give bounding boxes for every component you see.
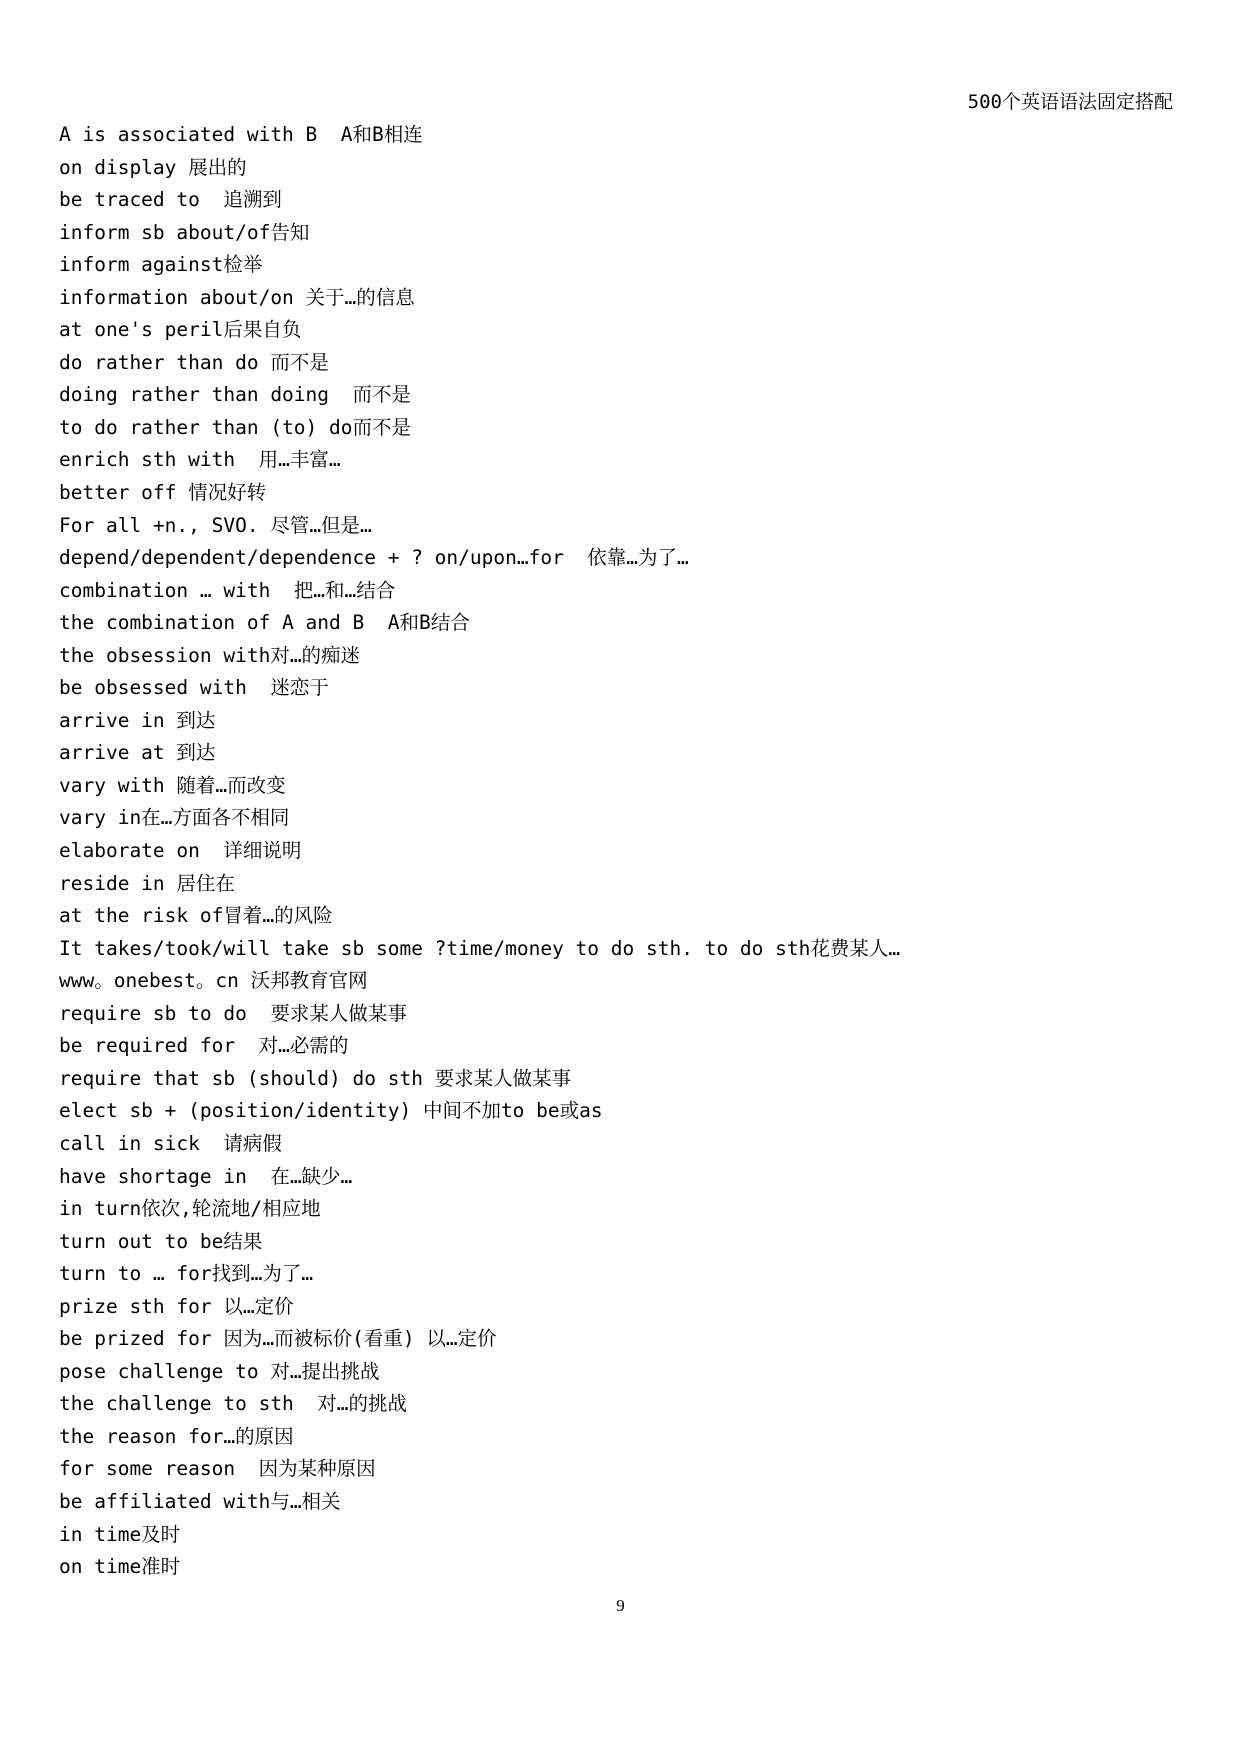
phrase-entry: be obsessed with 迷恋于 — [59, 676, 329, 700]
phrase-entry: It takes/took/will take sb some ?time/money to do sth. to do sth花费某人… — [59, 936, 901, 960]
phrase-entry: be prized for 因为…而被标价(看重) 以…定价 — [59, 1327, 497, 1351]
phrase-entry: doing rather than doing 而不是 — [59, 383, 411, 407]
phrase-entry: For all +n., SVO. 尽管…但是… — [59, 513, 372, 537]
phrase-entry: inform against检举 — [59, 253, 263, 277]
phrase-entry: elaborate on 详细说明 — [59, 839, 302, 863]
phrase-entry: on display 展出的 — [59, 155, 247, 179]
phrase-entry: require sb to do 要求某人做某事 — [59, 1001, 407, 1025]
phrase-entry: in turn依次,轮流地/相应地 — [59, 1197, 321, 1221]
page-header-title: 500个英语语法固定搭配 — [967, 91, 1173, 113]
phrase-entry: prize sth for 以…定价 — [59, 1294, 294, 1318]
page-number: 9 — [616, 1596, 625, 1615]
phrase-entry: be traced to 追溯到 — [59, 188, 282, 212]
phrase-entry: www。onebest。cn 沃邦教育官网 — [59, 969, 368, 993]
phrase-entry: arrive at 到达 — [59, 741, 216, 765]
phrase-entry: at the risk of冒着…的风险 — [59, 904, 333, 928]
phrase-entry: call in sick 请病假 — [59, 1131, 282, 1155]
phrase-entry: the reason for…的原因 — [59, 1424, 294, 1448]
phrase-entry: to do rather than (to) do而不是 — [59, 415, 411, 439]
phrase-entry: require that sb (should) do sth 要求某人做某事 — [59, 1066, 572, 1090]
phrase-entry: in time及时 — [59, 1522, 181, 1546]
phrase-entry: vary with 随着…而改变 — [59, 773, 286, 797]
phrase-entry: turn to … for找到…为了… — [59, 1262, 314, 1286]
phrase-entry: enrich sth with 用…丰富… — [59, 448, 341, 472]
phrase-entry: depend/dependent/dependence + ? on/upon…for 依靠…为了… — [59, 546, 689, 570]
phrase-entry: for some reason 因为某种原因 — [59, 1457, 376, 1481]
phrase-entry: the combination of A and B A和B结合 — [59, 611, 470, 635]
phrase-entry: on time准时 — [59, 1555, 181, 1579]
phrase-entry: pose challenge to 对…提出挑战 — [59, 1359, 380, 1383]
phrase-entry: arrive in 到达 — [59, 708, 216, 732]
phrase-entry: information about/on 关于…的信息 — [59, 285, 415, 309]
phrase-entry: be required for 对…必需的 — [59, 1034, 349, 1058]
phrase-entry: better off 情况好转 — [59, 481, 267, 505]
phrase-entry: do rather than do 而不是 — [59, 350, 329, 374]
phrase-entry: have shortage in 在…缺少… — [59, 1164, 353, 1188]
phrase-entry: be affiliated with与…相关 — [59, 1489, 341, 1513]
phrase-entry: turn out to be结果 — [59, 1229, 263, 1253]
phrase-list — [59, 119, 1201, 1584]
phrase-entry: elect sb + (position/identity) 中间不加to be或as — [59, 1099, 603, 1123]
phrase-entry: inform sb about/of告知 — [59, 220, 310, 244]
phrase-entry: reside in 居住在 — [59, 871, 235, 895]
phrase-entry: the challenge to sth 对…的挑战 — [59, 1392, 408, 1416]
phrase-entry: vary in在…方面各不相同 — [59, 806, 290, 830]
phrase-entry: the obsession with对…的痴迷 — [59, 643, 361, 667]
phrase-entry: combination … with 把…和…结合 — [59, 578, 396, 602]
phrase-entry: A is associated with B A和B相连 — [59, 123, 423, 146]
phrase-entry: at one's peril后果自负 — [59, 318, 302, 342]
